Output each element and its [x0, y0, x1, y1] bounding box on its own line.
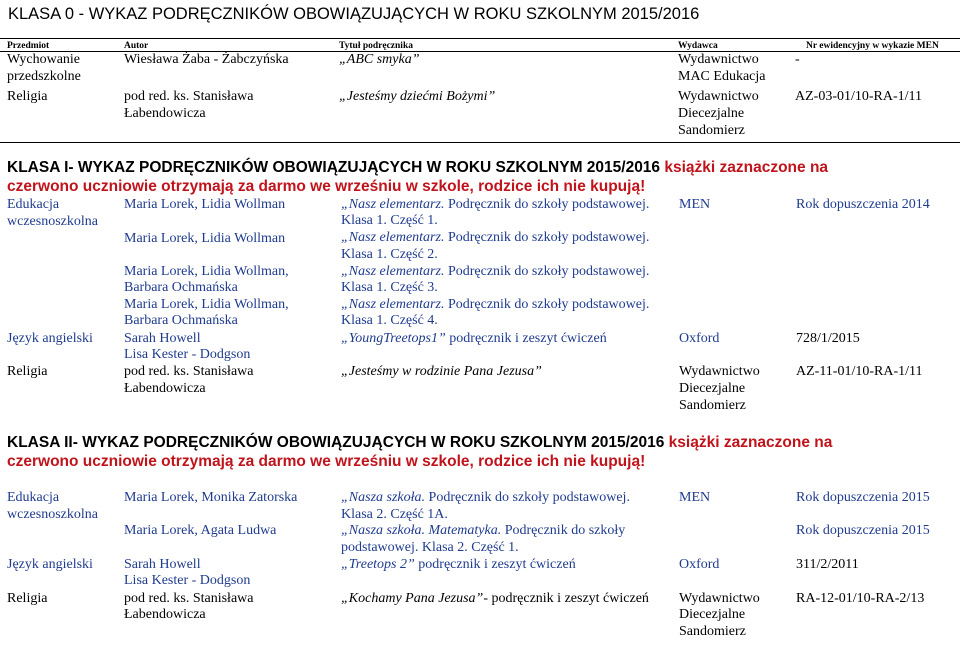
book-title-rest: Podręcznik do szkoły podstawowej.	[444, 230, 650, 245]
title-note: książki zaznaczone na	[664, 159, 829, 176]
book-title	[341, 591, 649, 607]
author: Maria Lorek, Lidia Wollman	[124, 197, 286, 212]
author: pod red. ks. Stanisława	[124, 591, 254, 606]
publisher: MAC Edukacja	[678, 69, 766, 84]
author: Łabendowicza	[124, 607, 206, 622]
book-title	[341, 264, 649, 280]
publisher: Wydawnictwo	[678, 52, 759, 67]
publisher: Oxford	[679, 557, 720, 572]
book-part: Klasa 2. Część 1A.	[341, 507, 448, 522]
book-part: Klasa 1. Część 3.	[341, 280, 438, 295]
publisher: Sandomierz	[679, 398, 746, 413]
publisher: MEN	[679, 197, 711, 212]
book-title-rest: Podręcznik do szkoły podstawowej.	[444, 264, 650, 279]
book-title	[341, 197, 649, 213]
book-title-rest: - podręcznik i zeszyt ćwiczeń	[483, 591, 649, 606]
publisher: MEN	[679, 490, 711, 505]
author: Maria Lorek, Agata Ludwa	[124, 523, 277, 538]
registry-number: 311/2/2011	[796, 557, 859, 572]
subject: przedszkolne	[7, 69, 81, 84]
title-text: KLASA II- WYKAZ PODRĘCZNIKÓW OBOWIĄZUJĄCYCH W ROKU SZKOLNYM 2015/2016	[7, 434, 669, 451]
title-note: książki zaznaczone na	[668, 434, 833, 451]
book-title-rest: Podręcznik do szkoły podstawowej.	[444, 197, 650, 212]
publisher: Diecezjalne	[679, 381, 746, 396]
author: Maria Lorek, Lidia Wollman,	[124, 297, 289, 312]
author: Maria Lorek, Monika Zatorska	[124, 490, 298, 505]
subject: Religia	[7, 364, 48, 379]
author: Sarah Howell	[124, 331, 201, 346]
publisher: Wydawnictwo	[679, 591, 760, 606]
registry-number: RA-12-01/10-RA-2/13	[796, 591, 925, 606]
publisher: Diecezjalne	[679, 607, 746, 622]
title-text: KLASA I- WYKAZ PODRĘCZNIKÓW OBOWIĄZUJĄCYCH W ROKU SZKOLNYM 2015/2016	[7, 159, 665, 176]
author: Łabendowicza	[124, 106, 206, 121]
author: Wiesława Żaba - Żabczyńska	[124, 52, 289, 67]
author: Lisa Kester - Dodgson	[124, 573, 251, 588]
registry-number: Rok dopuszczenia 2015	[796, 523, 930, 538]
book-title-rest: Podręcznik do szkoły podstawowej.	[444, 297, 650, 312]
author: Barbara Ochmańska	[124, 280, 238, 295]
book-title-rest: podręcznik i zeszyt ćwiczeń	[414, 557, 576, 572]
subject: wczesnoszkolna	[7, 507, 98, 522]
book-title	[341, 523, 625, 539]
book-title-rest: Podręcznik do szkoły podstawowej.	[425, 490, 630, 505]
klasa-1-title	[7, 158, 828, 177]
subject: Edukacja	[7, 490, 60, 505]
header-nr-ewidencyjny: Nr ewidencyjny w wykazie MEN	[806, 41, 939, 51]
klasa-0-title: KLASA 0 - WYKAZ PODRĘCZNIKÓW OBOWIĄZUJĄCYCH W ROKU SZKOLNYM 2015/2016	[8, 5, 700, 23]
header-wydawca: Wydawca	[678, 41, 718, 51]
book-part: Klasa 1. Część 4.	[341, 313, 438, 328]
divider	[0, 142, 960, 143]
author: Lisa Kester - Dodgson	[124, 347, 251, 362]
book-title	[341, 557, 576, 573]
book-part: Klasa 1. Część 1.	[341, 213, 438, 228]
book-title	[341, 230, 649, 246]
registry-number: Rok dopuszczenia 2015	[796, 490, 930, 505]
book-title	[341, 297, 649, 313]
book-title-italic: „Nasza szkoła.	[341, 490, 426, 505]
book-title-rest: podręcznik i zeszyt ćwiczeń	[445, 331, 607, 346]
book-title: „Jesteśmy dziećmi Bożymi”	[339, 89, 496, 104]
author: Barbara Ochmańska	[124, 313, 238, 328]
title-note: czerwono uczniowie otrzymają za darmo we wrześniu w szkole, rodzice ich nie kupują!	[7, 178, 646, 195]
book-title-italic: „Treetops 2”	[341, 557, 415, 572]
book-title	[341, 331, 607, 347]
book-title-italic: „Nasz elementarz.	[341, 297, 445, 312]
registry-number: -	[795, 52, 800, 67]
author: Sarah Howell	[124, 557, 201, 572]
book-title-italic: „Nasz elementarz.	[341, 264, 445, 279]
subject: Wychowanie	[7, 52, 81, 67]
book-part: podstawowej. Klasa 2. Część 1.	[341, 540, 519, 555]
book-title-italic: „Nasz elementarz.	[341, 197, 445, 212]
publisher: Sandomierz	[678, 123, 745, 138]
registry-number: AZ-11-01/10-RA-1/11	[796, 364, 923, 379]
subject: Edukacja	[7, 197, 60, 212]
subject: Religia	[7, 89, 48, 104]
author: pod red. ks. Stanisława	[124, 364, 254, 379]
subject: wczesnoszkolna	[7, 214, 98, 229]
header-tytul: Tytuł podręcznika	[339, 41, 413, 51]
subject: Religia	[7, 591, 48, 606]
title-note: czerwono uczniowie otrzymają za darmo we wrześniu w szkole, rodzice ich nie kupują!	[7, 453, 646, 470]
registry-number: Rok dopuszczenia 2014	[796, 197, 930, 212]
subject: Język angielski	[7, 331, 93, 346]
book-title-rest: Podręcznik do szkoły	[501, 523, 626, 538]
publisher: Wydawnictwo	[679, 364, 760, 379]
book-title-italic: „YoungTreetops1”	[341, 331, 446, 346]
header-przedmiot: Przedmiot	[7, 41, 50, 51]
book-title: „Jesteśmy w rodzinie Pana Jezusa”	[341, 364, 542, 379]
book-title	[341, 490, 630, 506]
registry-number: AZ-03-01/10-RA-1/11	[795, 89, 923, 104]
registry-number: 728/1/2015	[796, 331, 860, 346]
book-title-italic: „Nasz elementarz.	[341, 230, 445, 245]
book-title-italic: „Kochamy Pana Jezusa”	[341, 591, 484, 606]
publisher: Wydawnictwo	[678, 89, 759, 104]
book-title-italic: „Nasza szkoła. Matematyka.	[341, 523, 502, 538]
author: Łabendowicza	[124, 381, 206, 396]
klasa-2-title	[7, 433, 832, 452]
author: Maria Lorek, Lidia Wollman,	[124, 264, 289, 279]
publisher: Sandomierz	[679, 624, 746, 639]
divider	[0, 38, 960, 39]
header-autor: Autor	[124, 41, 149, 51]
subject: Język angielski	[7, 557, 93, 572]
publisher: Oxford	[679, 331, 720, 346]
book-part: Klasa 1. Część 2.	[341, 247, 438, 262]
publisher: Diecezjalne	[678, 106, 745, 121]
author: Maria Lorek, Lidia Wollman	[124, 231, 286, 246]
author: pod red. ks. Stanisława	[124, 89, 254, 104]
book-title: „ABC smyka”	[339, 52, 420, 67]
